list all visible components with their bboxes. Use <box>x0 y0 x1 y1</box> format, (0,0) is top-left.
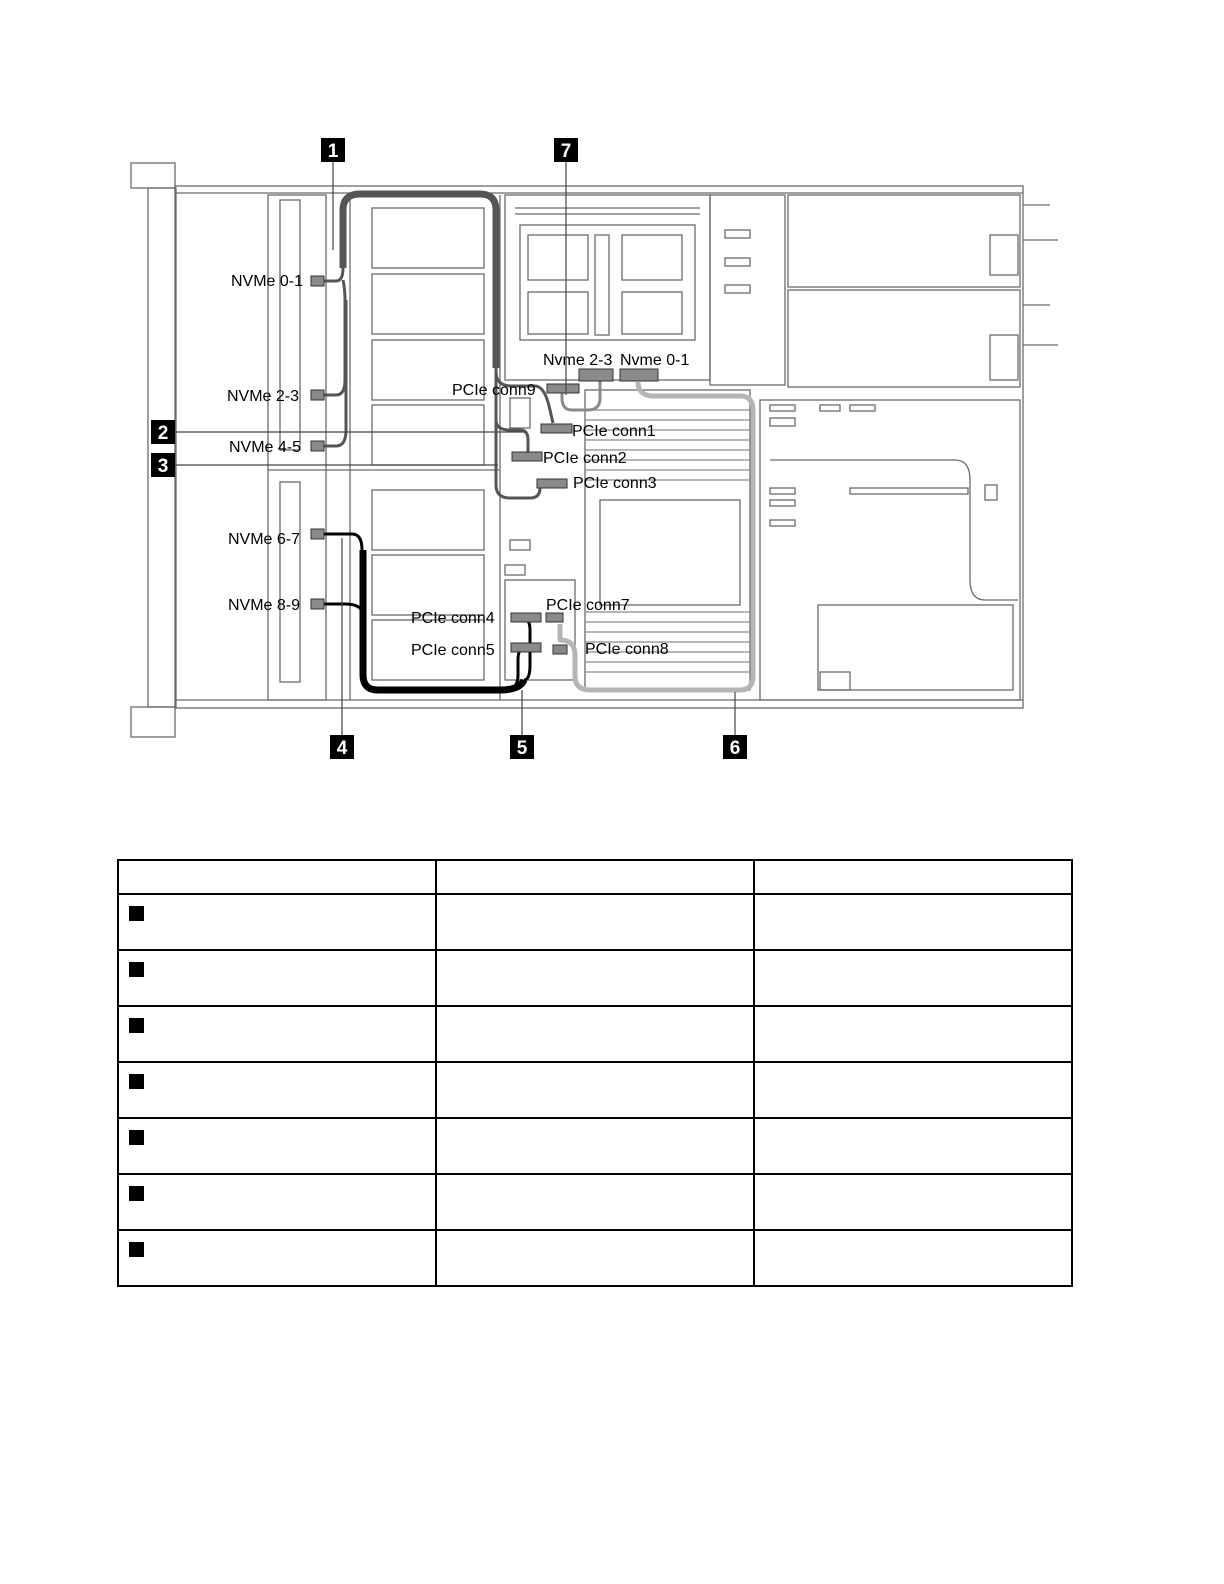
svg-text:1: 1 <box>327 141 339 162</box>
label-pcie-conn3: PCIe conn3 <box>573 475 657 492</box>
table-cell <box>118 1174 436 1230</box>
nvme-6-7-connector <box>311 529 324 539</box>
table-cell <box>118 1062 436 1118</box>
table-cell <box>436 1174 754 1230</box>
pcie-conn1-connector <box>541 424 572 433</box>
label-board-nvme-2-3: Nvme 2-3 <box>543 352 613 369</box>
table-cell <box>754 950 1072 1006</box>
board-nvme-0-1-connector <box>620 369 658 381</box>
cable-1-branch <box>320 268 553 446</box>
table-cell <box>118 950 436 1006</box>
callout-5 <box>510 735 534 759</box>
table-cell <box>754 1174 1072 1230</box>
cable-legend-table <box>117 859 1073 1287</box>
nvme-8-9-connector <box>311 599 324 609</box>
label-nvme-6-7: NVMe 6-7 <box>228 531 301 548</box>
table-row <box>118 1230 1072 1286</box>
callout-marker-icon <box>129 1018 144 1033</box>
cable-1 <box>343 194 496 368</box>
label-pcie-conn4: PCIe conn4 <box>411 610 495 627</box>
pcie-conn2-connector <box>512 452 542 461</box>
callout-4 <box>330 735 354 759</box>
table-header-cell <box>118 860 436 894</box>
callout-marker-icon <box>129 906 144 921</box>
callout-3 <box>151 453 175 477</box>
callout-7 <box>554 138 578 162</box>
pcie-conn5-connector <box>511 643 541 652</box>
table-cell <box>436 1006 754 1062</box>
table-cell <box>754 1118 1072 1174</box>
table-header-cell <box>754 860 1072 894</box>
label-pcie-conn9: PCIe conn9 <box>452 382 536 399</box>
table-cell <box>436 1062 754 1118</box>
pcie-conn7-connector <box>546 613 563 622</box>
svg-text:5: 5 <box>516 738 528 759</box>
callout-marker-icon <box>129 1130 144 1145</box>
label-pcie-conn8: PCIe conn8 <box>585 641 669 658</box>
nvme-4-5-connector <box>311 441 324 451</box>
nvme-2-3-connector <box>311 390 324 400</box>
label-pcie-conn5: PCIe conn5 <box>411 642 495 659</box>
table-cell <box>118 1006 436 1062</box>
callout-1 <box>321 138 345 162</box>
pcie-conn8-connector <box>553 645 567 654</box>
table-cell <box>436 894 754 950</box>
label-nvme-0-1: NVMe 0-1 <box>231 273 304 290</box>
svg-text:3: 3 <box>157 456 169 477</box>
label-nvme-4-5: NVMe 4-5 <box>229 439 302 456</box>
svg-text:6: 6 <box>729 738 741 759</box>
callout-marker-icon <box>129 962 144 977</box>
table-cell <box>436 1230 754 1286</box>
nvme-0-1-connector <box>311 276 324 286</box>
callout-marker-icon <box>129 1074 144 1089</box>
pcie-conn3-connector <box>537 479 567 488</box>
table-cell <box>754 1230 1072 1286</box>
label-pcie-conn7: PCIe conn7 <box>546 597 630 614</box>
table-row <box>118 894 1072 950</box>
table-row <box>118 950 1072 1006</box>
table-cell <box>118 1230 436 1286</box>
callout-2 <box>151 420 175 444</box>
callout-6 <box>723 735 747 759</box>
svg-text:4: 4 <box>336 738 348 759</box>
table-cell <box>754 894 1072 950</box>
table-cell <box>436 950 754 1006</box>
table-cell <box>118 894 436 950</box>
pcie-conn9-connector <box>547 384 579 393</box>
svg-text:7: 7 <box>560 141 572 162</box>
label-nvme-8-9: NVMe 8-9 <box>228 597 301 614</box>
label-pcie-conn1: PCIe conn1 <box>572 423 656 440</box>
label-pcie-conn2: PCIe conn2 <box>543 450 627 467</box>
table-header-row <box>118 860 1072 894</box>
table-row <box>118 1118 1072 1174</box>
table-row <box>118 1006 1072 1062</box>
svg-text:2: 2 <box>157 423 169 444</box>
label-nvme-2-3: NVMe 2-3 <box>227 388 300 405</box>
cable-5 <box>505 618 530 690</box>
callout-marker-icon <box>129 1242 144 1257</box>
callout-marker-icon <box>129 1186 144 1201</box>
label-board-nvme-0-1: Nvme 0-1 <box>620 352 690 369</box>
table-cell <box>436 1118 754 1174</box>
pcie-conn4-connector <box>511 613 541 622</box>
table-cell <box>754 1006 1072 1062</box>
board-nvme-2-3-connector <box>579 369 613 381</box>
table-header-cell <box>436 860 754 894</box>
table-row <box>118 1174 1072 1230</box>
table-cell <box>118 1118 436 1174</box>
table-row <box>118 1062 1072 1118</box>
table-cell <box>754 1062 1072 1118</box>
connector-labels <box>227 273 689 659</box>
